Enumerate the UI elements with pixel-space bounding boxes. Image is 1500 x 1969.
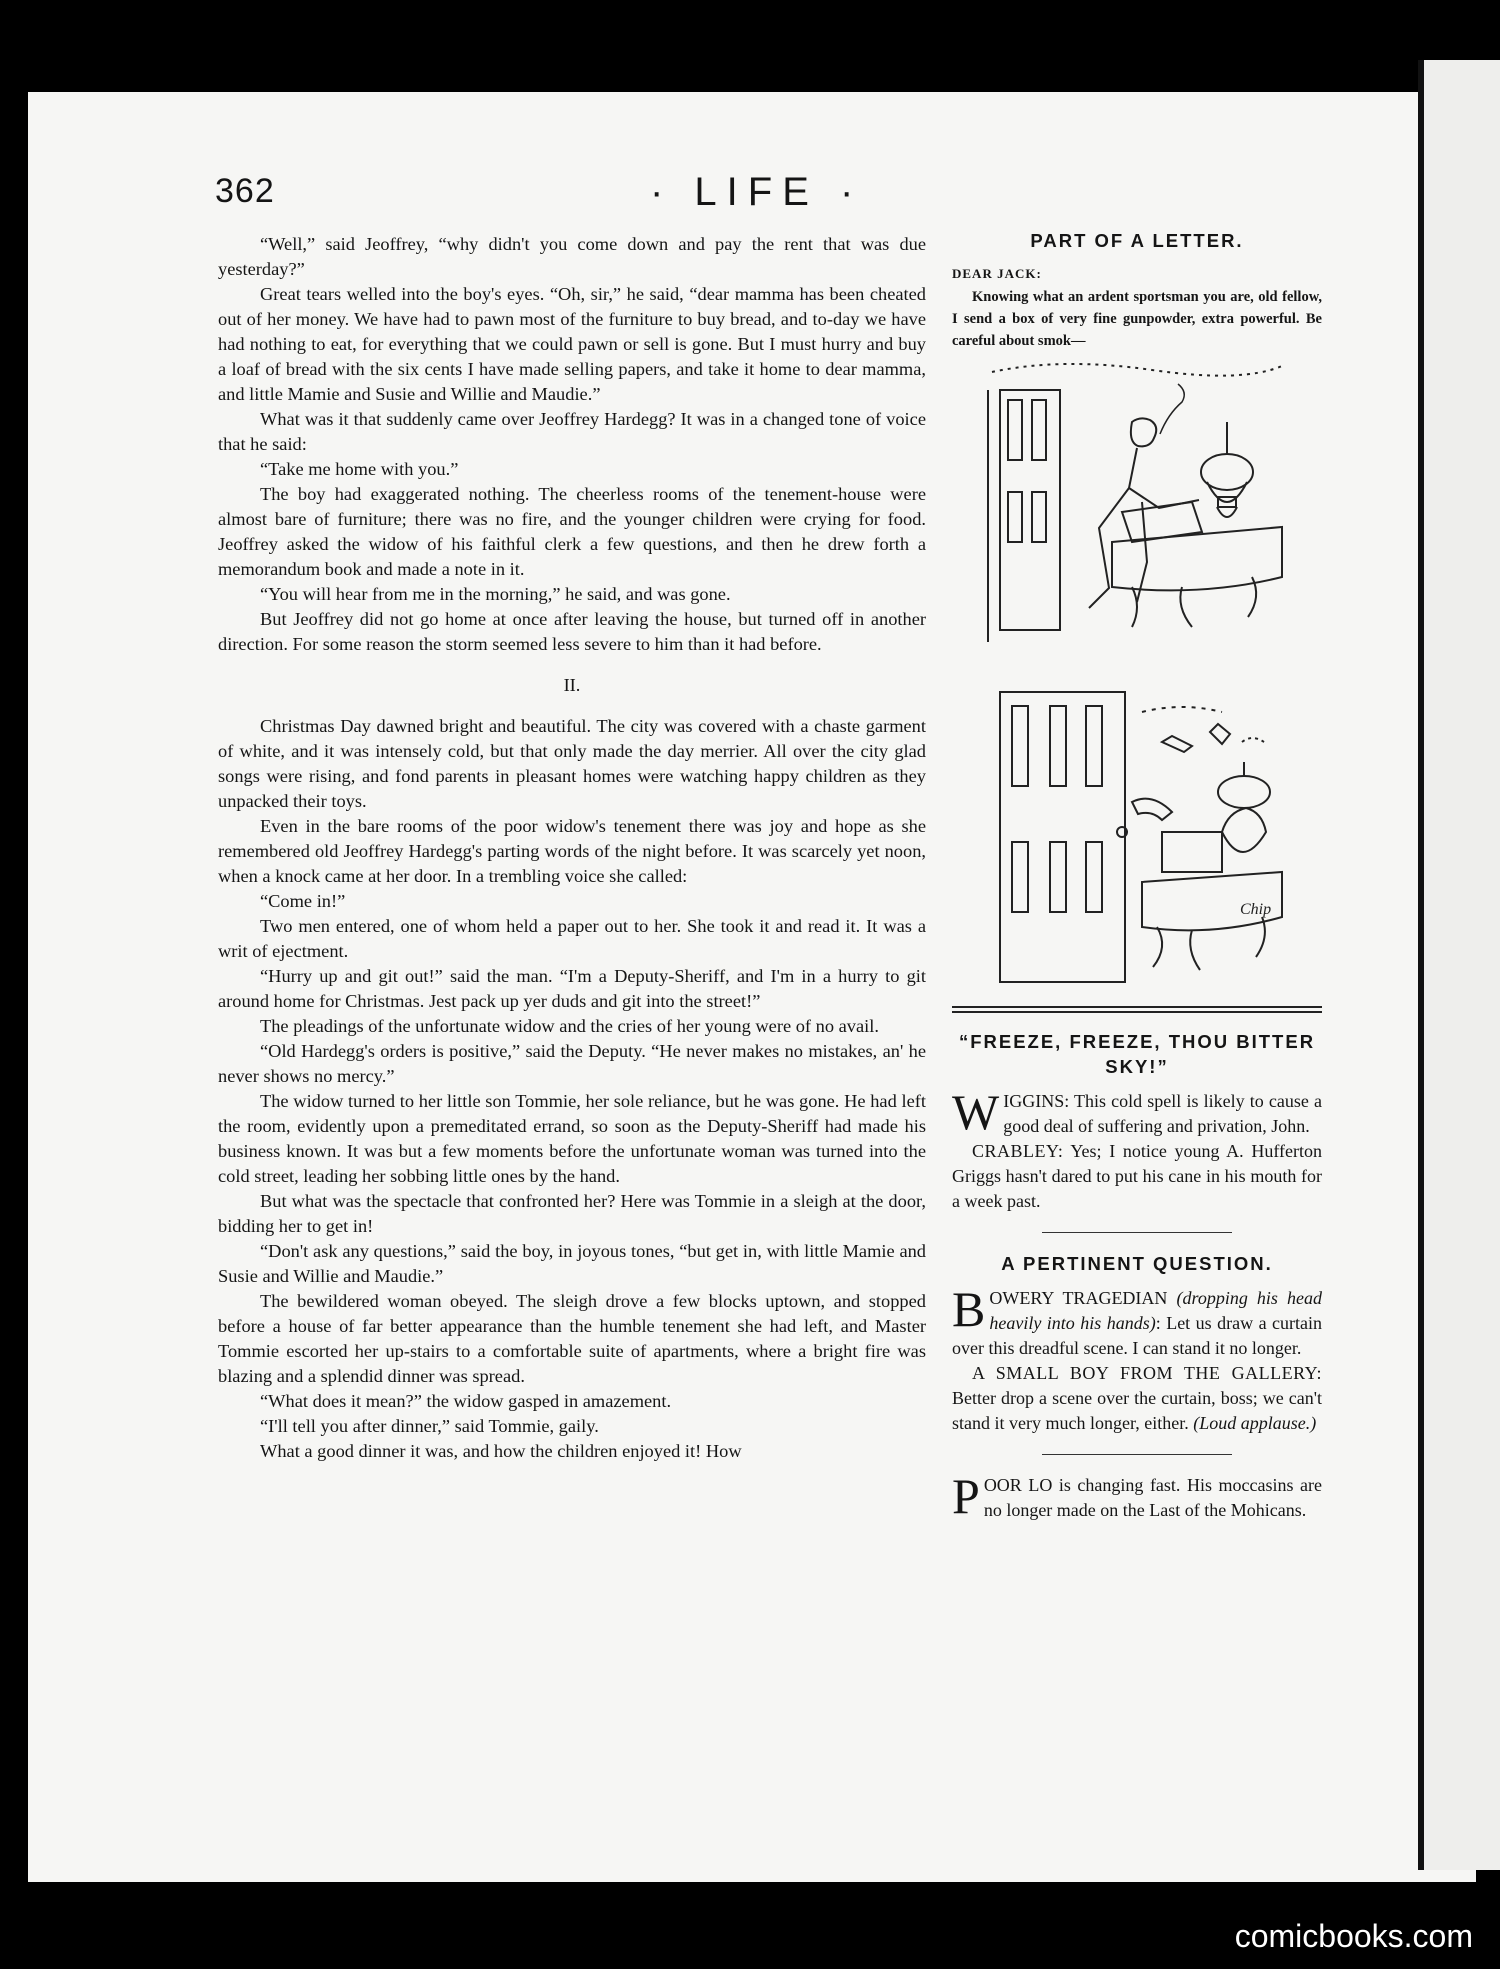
story-paragraph: “I'll tell you after dinner,” said Tommie, gaily. <box>260 1416 599 1436</box>
story-paragraph: Christmas Day dawned bright and beautiful. The city was covered with a chaste garment of white, and it was intensely cold, but that only made the day merrier. All over the city glad songs were rising, and fond parents in pleasant homes were watching happy children as they unpacked their toys. <box>218 716 926 811</box>
stage-direction: (dropping his head heavily into his hands) <box>989 1288 1322 1333</box>
pertinent-line-tragedian: : Let us draw a curtain over this dreadful scene. I can stand it no longer. <box>952 1313 1322 1358</box>
story-paragraph: “Old Hardegg's orders is positive,” said the Deputy. “He never makes no mistakes, an' he never shows no mercy.” <box>218 1041 926 1086</box>
section-divider <box>1042 1232 1232 1233</box>
story-paragraph: The bewildered woman obeyed. The sleigh drove a few blocks uptown, and stopped before a house of far better appearance than the humble tenement she had left, and Master Tommie escorted her up-stairs to a comfortable suite of apartments, where a bright fire was blazing and a splendid dinner was spread. <box>218 1291 926 1386</box>
freeze-line-crabley: Yes; I notice young A. Hufferton Griggs hasn't dared to put his cane in his mouth for a week past. <box>952 1141 1322 1211</box>
stage-direction: (Loud applause.) <box>1193 1413 1317 1433</box>
site-watermark: comicbooks.com <box>1234 1918 1473 1954</box>
facing-page-edge <box>1418 60 1500 1870</box>
pertinent-line-boy: Better drop a scene over the curtain, boss; we can't stand it very much longer, either. <box>952 1388 1322 1433</box>
cartoon-before-explosion <box>982 352 1292 652</box>
story-paragraph: But what was the spectacle that confronted her? Here was Tommie in a sleigh at the door, bidding her to get in! <box>218 1191 926 1236</box>
story-paragraph: Two men entered, one of whom held a paper out to her. She took it and read it. It was a writ of ejectment. <box>218 916 926 961</box>
speaker-small-boy: A SMALL BOY FROM THE GALLERY: <box>972 1363 1322 1383</box>
page-number: 362 <box>215 172 275 210</box>
story-paragraph: What a good dinner it was, and how the children enjoyed it! How <box>260 1441 742 1461</box>
side-column <box>952 228 1322 1523</box>
letter-body: Knowing what an ardent sportsman you are, old fellow, I send a box of very fine gunpowder, extra powerful. Be careful about smok— <box>952 289 1322 349</box>
story-paragraph: “Come in!” <box>260 891 346 911</box>
masthead-title: · LIFE · <box>650 170 864 214</box>
story-paragraph: “What does it mean?” the widow gasped in amazement. <box>260 1391 672 1411</box>
story-column <box>218 232 926 1464</box>
story-paragraph: “Don't ask any questions,” said the boy, in joyous tones, “but get in, with little Mamie and Susie and Willie and Maudie.” <box>218 1241 926 1286</box>
story-paragraph: But Jeoffrey did not go home at once after leaving the house, but turned off in another direction. For some reason the storm seemed less severe to him than it had before. <box>218 609 926 654</box>
story-paragraph: The widow turned to her little son Tommie, her sole reliance, but he was gone. He had left the room, evidently upon a premeditated errand, so soon as the Deputy-Sheriff had made his business known. It was but a few moments before the unfortunate woman was turned into the cold street, leading her sobbing little ones by the hand. <box>218 1091 926 1186</box>
story-paragraph: Even in the bare rooms of the poor widow's tenement there was joy and hope as she remembered old Jeoffrey Hardegg's parting words of the night before. It was scarcely yet noon, when a knock came at her door. In a trembling voice she called: <box>218 816 926 886</box>
story-paragraph: The boy had exaggerated nothing. The cheerless rooms of the tenement-house were almost bare of furniture; there was no fire, and the younger children were crying for food. Jeoffrey asked the widow of his faithful clerk a few questions, and then he drew forth a memorandum book and made a note in it. <box>218 484 926 579</box>
drop-capital: P <box>952 1468 980 1524</box>
section-divider <box>1042 1454 1232 1455</box>
story-paragraph: “Take me home with you.” <box>260 459 459 479</box>
story-paragraph: Great tears welled into the boy's eyes. “Oh, sir,” he said, “dear mamma has been cheated out of her money. We have had to pawn most of the furniture to buy bread, and to-day we have had nothing to eat, for everything that we could pawn or sell is gone. But I must hurry and buy a loaf of bread with the six cents I have made selling papers, and take it home to dear mamma, and little Mamie and Susie and Willie and Maudie.” <box>218 284 926 404</box>
drop-capital: W <box>952 1084 1000 1140</box>
pertinent-title: A PERTINENT QUESTION. <box>1001 1253 1273 1274</box>
story-paragraph: What was it that suddenly came over Jeoffrey Hardegg? It was in a changed tone of voice that he said: <box>218 409 926 454</box>
cartoonist-signature: Chip <box>1240 901 1272 918</box>
story-paragraph: “You will hear from me in the morning,” he said, and was gone. <box>260 584 731 604</box>
letter-greeting: DEAR JACK: <box>952 266 1042 281</box>
story-paragraph: “Hurry up and git out!” said the man. “I'm a Deputy-Sheriff, and I'm in a hurry to git around home for Christmas. Jest pack up yer duds and git into the street!” <box>218 966 926 1011</box>
section-divider <box>952 1006 1322 1013</box>
cartoon-after-explosion <box>982 682 1292 992</box>
freeze-line-wiggins: IGGINS: This cold spell is likely to cause a good deal of suffering and privation, John. <box>1003 1091 1322 1136</box>
speaker-bowery-tragedian: OWERY TRAGEDIAN <box>989 1288 1168 1308</box>
speaker-crabley: CRABLEY: <box>972 1141 1064 1161</box>
poor-lo-joke: OOR LO is changing fast. His moccasins are no longer made on the Last of the Mohicans. <box>983 1475 1322 1520</box>
story-paragraph: The pleadings of the unfortunate widow and the cries of her young were of no avail. <box>260 1016 879 1036</box>
section-number: II. <box>563 675 581 695</box>
freeze-title: “FREEZE, FREEZE, THOU BITTER SKY!” <box>958 1031 1316 1077</box>
letter-title: PART OF A LETTER. <box>1030 230 1244 251</box>
story-paragraph: “Well,” said Jeoffrey, “why didn't you come down and pay the rent that was due yesterday?” <box>218 234 926 279</box>
drop-capital: B <box>952 1281 986 1337</box>
